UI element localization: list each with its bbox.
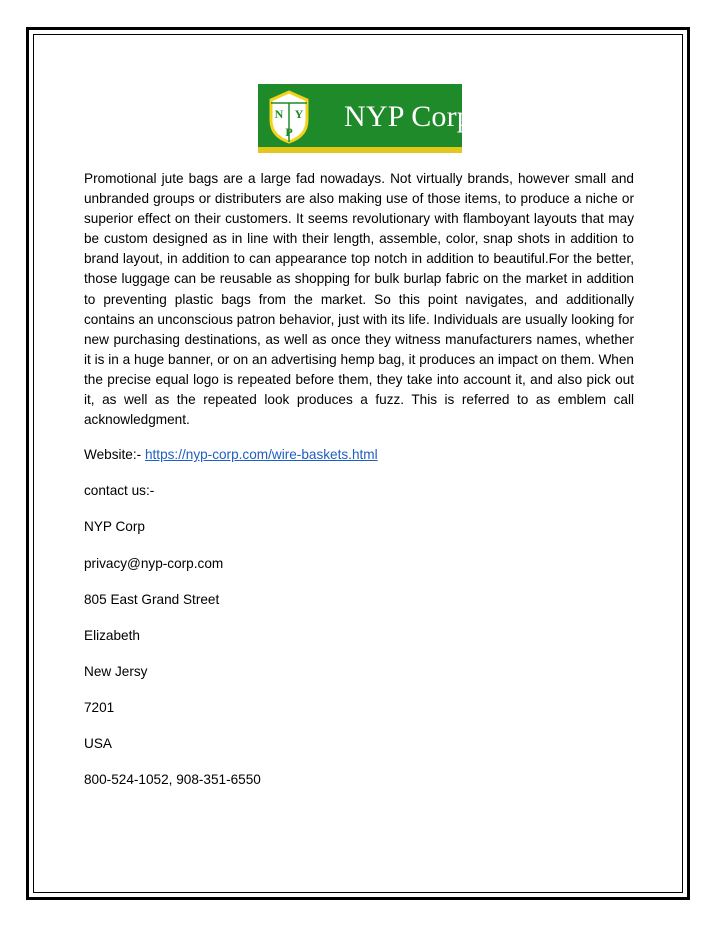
badge-letter-y: Y xyxy=(294,107,304,121)
contact-city: Elizabeth xyxy=(84,627,140,643)
contact-country: USA xyxy=(84,735,112,751)
contact-company: NYP Corp xyxy=(84,519,145,535)
website-label: Website:- xyxy=(84,447,145,463)
badge-letter-p: P xyxy=(285,125,293,139)
contact-phones: 800-524-1052, 908-351-6550 xyxy=(84,772,261,788)
contact-street: 805 East Grand Street xyxy=(84,591,220,607)
contact-heading: contact us:- xyxy=(84,483,155,499)
contact-email: privacy@nyp-corp.com xyxy=(84,555,224,571)
nyp-badge-icon xyxy=(268,90,310,144)
badge-letter-n: N xyxy=(274,107,284,121)
logo-strip xyxy=(258,147,462,153)
contact-state: New Jersy xyxy=(84,663,148,679)
website-line xyxy=(84,445,634,465)
document-body xyxy=(84,169,634,790)
company-logo xyxy=(258,84,480,153)
website-link[interactable]: https://nyp-corp.com/wire-baskets.html xyxy=(144,447,378,463)
body-paragraph: Promotional jute bags are a large fad nowadays. Not virtually brands, however small and unbranded groups or distributers are also making use of those items, to produce a niche or superior effect on their customers. It seems revolutionary with flamboyant layouts that may be custom designed as in line with their length, assemble, color, snap shots in addition to brand layout, in addition to can appearance top notch in addition to beautiful.For the better, those luggage can be reusable as shopping for bulk burlap fabric on the market in addition to preventing plastic bags from the market. So this point navigates, and additionally contains an unconscious patron behavior, just with its life. Individuals are usually looking for new purchasing destinations, as well as once they witness manufacturers names, whether it is in a huge banner, or on an advertising hemp bag, it produces an impact on them. When the precise equal logo is repeated before them, they take into account it, and also pick out it, as well as the repeated look produces a fuzz. This is referred to as emblem call acknowledgment. xyxy=(84,171,634,428)
contact-zip: 7201 xyxy=(84,699,115,715)
logo-brand-text: NYP Corp. xyxy=(344,100,480,133)
